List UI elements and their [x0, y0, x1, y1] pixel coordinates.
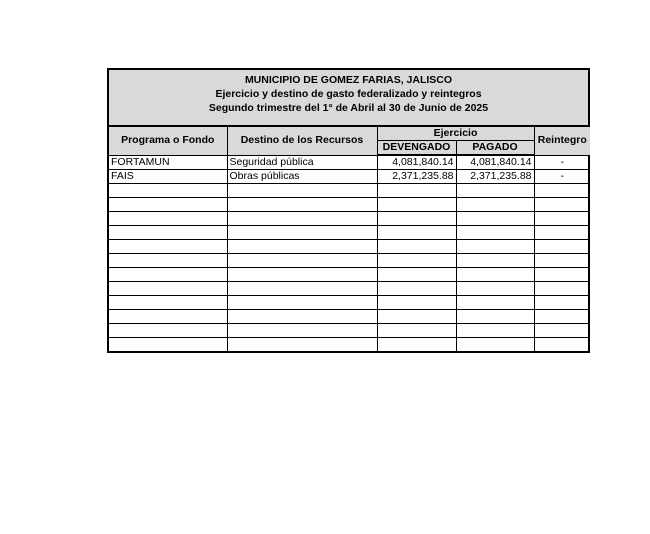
empty-cell — [109, 324, 227, 338]
empty-cell — [377, 310, 456, 324]
cell-reintegro: - — [534, 170, 590, 184]
empty-cell — [227, 324, 377, 338]
cell-pagado: 2,371,235.88 — [456, 170, 534, 184]
empty-cell — [456, 310, 534, 324]
empty-cell — [109, 198, 227, 212]
empty-cell — [456, 338, 534, 352]
empty-cell — [456, 324, 534, 338]
empty-cell — [456, 226, 534, 240]
empty-table-row — [109, 338, 590, 352]
empty-cell — [534, 338, 590, 352]
empty-cell — [109, 184, 227, 198]
column-header-ejercicio: Ejercicio — [377, 127, 534, 141]
empty-table-row — [109, 226, 590, 240]
column-header-devengado: DEVENGADO — [377, 141, 456, 156]
empty-cell — [227, 254, 377, 268]
empty-cell — [227, 268, 377, 282]
empty-cell — [109, 212, 227, 226]
empty-cell — [456, 296, 534, 310]
empty-cell — [227, 198, 377, 212]
empty-cell — [377, 254, 456, 268]
empty-cell — [377, 184, 456, 198]
empty-cell — [109, 338, 227, 352]
report-title-block — [109, 70, 588, 127]
empty-cell — [456, 212, 534, 226]
cell-programa: FAIS — [109, 170, 227, 184]
expenditure-table — [109, 127, 590, 351]
empty-cell — [534, 268, 590, 282]
empty-cell — [377, 198, 456, 212]
empty-cell — [534, 310, 590, 324]
empty-cell — [377, 324, 456, 338]
report-title-period: Segundo trimestre del 1° de Abril al 30 de Junio de 2025 — [208, 102, 489, 114]
empty-cell — [534, 296, 590, 310]
table-header-row — [109, 127, 590, 141]
empty-cell — [227, 184, 377, 198]
empty-cell — [456, 268, 534, 282]
empty-table-row — [109, 268, 590, 282]
empty-table-row — [109, 282, 590, 296]
report-sheet — [107, 68, 590, 353]
empty-cell — [227, 338, 377, 352]
empty-cell — [534, 324, 590, 338]
column-header-destino: Destino de los Recursos — [227, 127, 377, 155]
column-header-reintegro: Reintegro — [534, 127, 590, 155]
empty-cell — [227, 226, 377, 240]
empty-cell — [377, 338, 456, 352]
empty-table-row — [109, 184, 590, 198]
empty-table-row — [109, 324, 590, 338]
empty-cell — [227, 296, 377, 310]
empty-cell — [377, 282, 456, 296]
empty-cell — [456, 240, 534, 254]
empty-cell — [109, 296, 227, 310]
empty-cell — [534, 240, 590, 254]
empty-cell — [109, 268, 227, 282]
empty-table-row — [109, 310, 590, 324]
empty-cell — [377, 240, 456, 254]
column-header-pagado: PAGADO — [456, 141, 534, 156]
cell-destino: Obras públicas — [227, 170, 377, 184]
empty-cell — [377, 226, 456, 240]
cell-destino: Seguridad pública — [227, 155, 377, 170]
empty-table-row — [109, 240, 590, 254]
empty-table-row — [109, 254, 590, 268]
empty-cell — [456, 282, 534, 296]
table-row — [109, 155, 590, 170]
empty-cell — [534, 226, 590, 240]
empty-cell — [227, 240, 377, 254]
cell-reintegro: - — [534, 155, 590, 170]
empty-cell — [227, 282, 377, 296]
empty-cell — [534, 198, 590, 212]
empty-cell — [109, 226, 227, 240]
cell-pagado: 4,081,840.14 — [456, 155, 534, 170]
empty-cell — [109, 254, 227, 268]
empty-cell — [534, 212, 590, 226]
empty-table-row — [109, 212, 590, 226]
empty-cell — [227, 310, 377, 324]
empty-cell — [377, 296, 456, 310]
table-row — [109, 170, 590, 184]
column-header-programa: Programa o Fondo — [109, 127, 227, 155]
cell-programa: FORTAMUN — [109, 155, 227, 170]
report-title-description: Ejercicio y destino de gasto federalizado y reintegros — [215, 88, 482, 100]
report-title-municipality: MUNICIPIO DE GOMEZ FARIAS, JALISCO — [244, 74, 453, 86]
empty-table-row — [109, 198, 590, 212]
empty-cell — [109, 282, 227, 296]
empty-cell — [109, 240, 227, 254]
empty-cell — [377, 212, 456, 226]
empty-cell — [109, 310, 227, 324]
table-body — [109, 155, 590, 351]
empty-table-row — [109, 296, 590, 310]
empty-cell — [456, 254, 534, 268]
empty-cell — [534, 282, 590, 296]
empty-cell — [377, 268, 456, 282]
empty-cell — [227, 212, 377, 226]
cell-devengado: 4,081,840.14 — [377, 155, 456, 170]
empty-cell — [534, 254, 590, 268]
empty-cell — [456, 198, 534, 212]
empty-cell — [456, 184, 534, 198]
cell-devengado: 2,371,235.88 — [377, 170, 456, 184]
empty-cell — [534, 184, 590, 198]
